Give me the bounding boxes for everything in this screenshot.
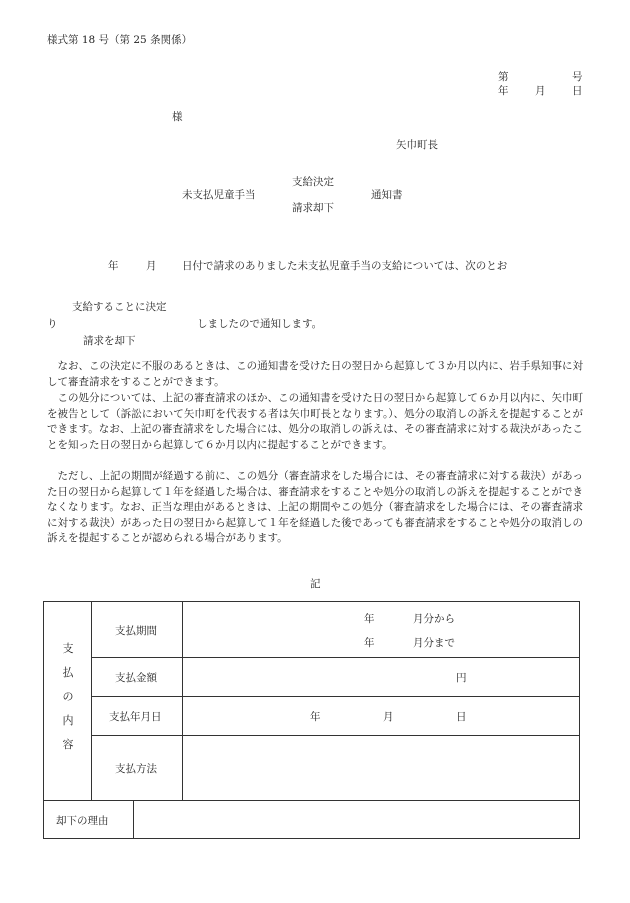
payment-date-label: 支払年月日 [109,711,162,723]
date-month-label: 月 [535,85,546,97]
notice-lawsuit: この処分については、上記の審査請求のほか、この通知書を受けた日の翌日から起算して６か月以内に、矢巾町を被告として（訴訟において矢巾町を代表する者は矢巾町長となります。）、処分の取消しの訴えを提起することができます。なお、上記の審査請求をした場合には、処分の取消しの訴えは、その審査請求に対する裁決があったことを知った日の翌日から起算して６か月以内に提起することができます。 [47,392,583,451]
method-label: 支払方法 [115,763,157,775]
date-year-label: 年 [498,85,509,97]
payment-table [43,601,580,839]
payment-date-year: 年 [310,711,321,723]
title-option-reject: 請求却下 [292,202,334,214]
reject-reason-label: 却下の理由 [56,815,109,827]
doc-number-suffix: 号 [572,71,583,83]
title-option-grant: 支給決定 [292,176,334,188]
amount-label: 支払金額 [115,672,157,684]
intro-option-reject: 請求を却下 [83,335,136,347]
period-from-tail: 月分から [413,613,455,625]
ki-mark: 記 [310,578,321,590]
intro-tail: しましたので通知します。 [197,318,323,330]
addressee-suffix: 様 [172,111,183,123]
period-to-tail: 月分まで [413,637,455,649]
intro-lead: り [47,318,58,330]
period-label: 支払期間 [115,625,157,637]
intro-option-grant: 支給することに決定 [72,301,167,313]
notice-appeal: なお、この決定に不服のあるときは、この通知書を受けた日の翌日から起算して３か月以内に、岩手県知事に対して審査請求をすることができます。 [47,360,583,388]
intro-month: 月 [146,260,157,272]
notice-deadline: ただし、上記の期間が経過する前に、この処分（審査請求をした場合には、その審査請求に対する裁決）があった日の翌日から起算して１年を経過した場合は、審査請求をすることや処分の取消しの訴えを提起することができなくなります。なお、正当な理由があるときは、上記の期間やこの処分（審査請求をした場合には、その審査請求に対する裁決）があった日の翌日から起算して１年を経過した後であっても審査請求をすることや処分の取消しの訴えを提起することが認められる場合があります。 [47,470,583,545]
issuer-name: 矢巾町長 [396,139,438,151]
intro-year: 年 [108,260,119,272]
period-from-year: 年 [364,613,375,625]
title-subject: 未支払児童手当 [182,189,256,201]
amount-unit: 円 [456,672,467,684]
doc-number-prefix: 第 [498,71,509,83]
payment-content-label: 支 払 の 内 容 [62,642,74,751]
intro-text: 日付で請求のありました未支払児童手当の支給については、次のとお [182,260,508,272]
period-to-year: 年 [364,637,375,649]
date-day-label: 日 [572,85,583,97]
title-suffix: 通知書 [371,189,403,201]
form-number: 様式第 18 号（第 25 条関係） [47,34,193,46]
payment-date-month: 月 [383,711,394,723]
payment-date-day: 日 [456,711,467,723]
